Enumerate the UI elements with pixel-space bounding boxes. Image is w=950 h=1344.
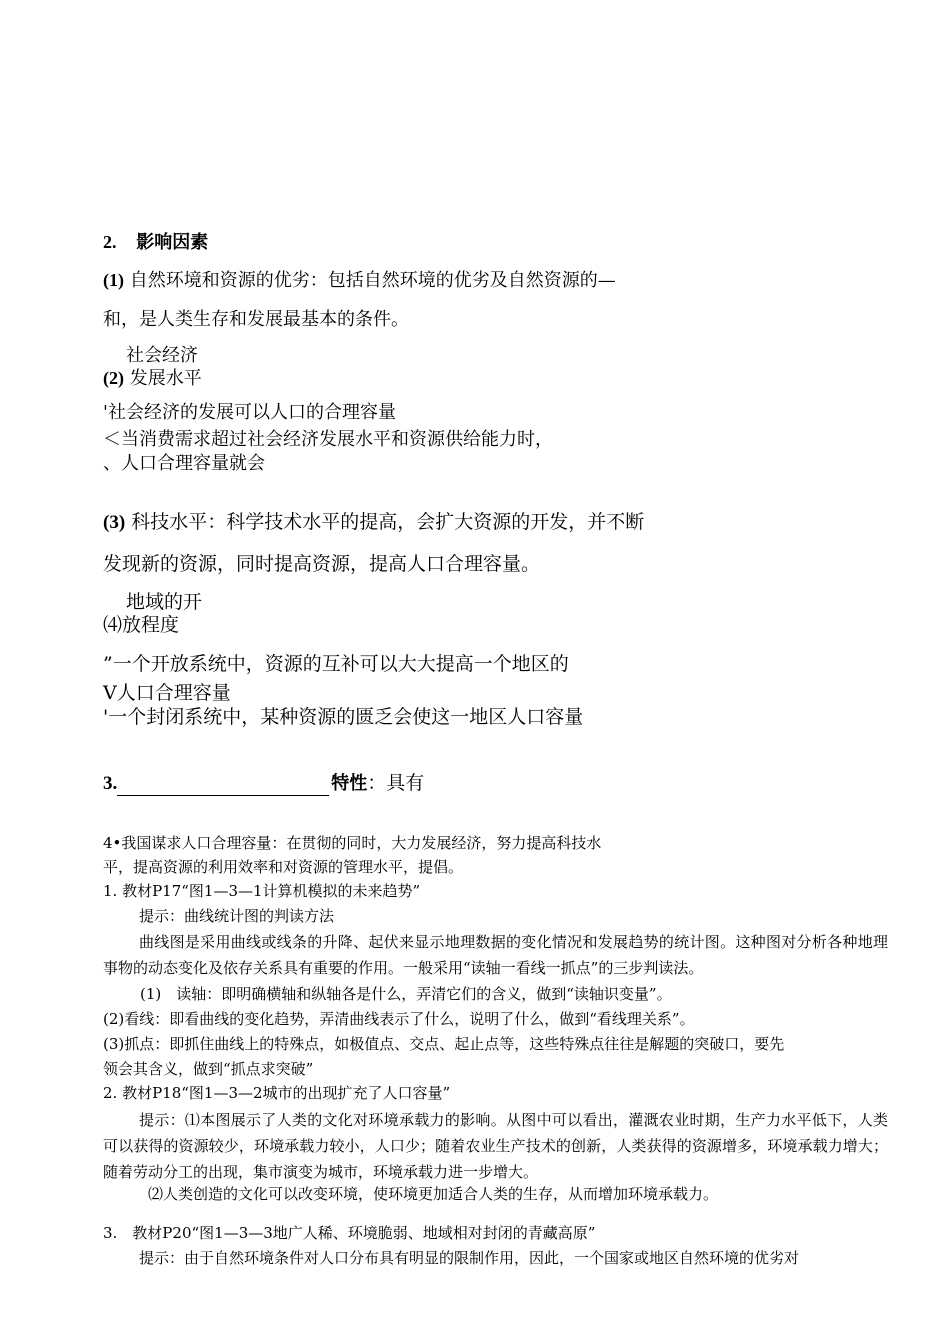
item-4-label-bottom: ⑷放程度 [103, 614, 180, 636]
item-2-label-top: 社会经济 [126, 345, 198, 366]
item-2-line-2: ＜当消费需求超过社会经济发展水平和资源供给能力时， [103, 429, 553, 450]
item-4-label-top: 地域的开 [126, 591, 203, 613]
item-2-label-bottom: 发展水平 [129, 368, 202, 389]
item-4-line-3: '一个封闭系统中，某种资源的匮乏会使这一地区人口容量 [103, 706, 584, 728]
item-3-text-a: 科技水平：科学技术水平的提高，会扩大资源的开发，并不断 [131, 511, 645, 533]
note-1-step-2: (2)看线：即看曲线的变化趋势，弄清曲线表示了什么，说明了什么，做到“看线理关系”。 [103, 1010, 695, 1028]
section-3-line [103, 771, 424, 796]
section-3-text-a: 特性 [331, 773, 368, 794]
section-3-number: 3. [103, 773, 118, 794]
section-3-text-b: ：具有 [367, 772, 425, 794]
note-1-hint: 提示：曲线统计图的判读方法 [139, 907, 335, 925]
section-2-title: 影响因素 [136, 232, 209, 253]
item-1-text-a: 自然环境和资源的优劣：包括自然环境的优劣及自然资源的— [129, 270, 616, 291]
note-1-step-3b: 领会其含义，做到“抓点求突破” [103, 1060, 314, 1078]
note-1-step-1: (1) 读轴：即明确横轴和纵轴各是什么，弄清它们的含义，做到“读轴识变量”。 [140, 985, 672, 1003]
item-3-line-2: 发现新的资源，同时提高资源，提高人口合理容量。 [103, 553, 541, 575]
note-1-step-3a: (3)抓点：即抓住曲线上的特殊点，如极值点、交点、起止点等，这些特殊点往往是解题的突破口，要先 [103, 1035, 785, 1053]
note-1-title: 1. 教材P17“图1—3—1计算机模拟的未来趋势” [103, 882, 421, 900]
fill-in-blank [117, 775, 329, 796]
item-2-label [103, 366, 202, 391]
item-4-line-2: V人口合理容量 [103, 682, 231, 704]
item-3-line-1 [103, 510, 644, 535]
item-1-number: (1) [103, 270, 124, 290]
item-2-line-1: '社会经济的发展可以人口的合理容量 [103, 402, 396, 423]
section-4-line-1: 4•我国谋求人口合理容量：在贯彻的同时，大力发展经济，努力提高科技水 [103, 834, 602, 852]
section-2-number: 2. [103, 232, 117, 252]
note-2-paragraph: 提示：⑴本图展示了人类的文化对环境承载力的影响。从图中可以看出，灌溉农业时期，生产力水平低下，人类可以获得的资源较少，环境承载力较小，人口少；随着农业生产技术的创新，人类获得的资源增多，环境承载力增大；随着劳动分工的出现，集市演变为城市，环境承载力进一步增大。 [103, 1111, 888, 1181]
item-1-line-1 [103, 268, 616, 293]
section-4-line-2: 平，提高资源的利用效率和对资源的管理水平，提倡。 [103, 858, 464, 876]
note-3-hint: 提示：由于自然环境条件对人口分布具有明显的限制作用，因此，一个国家或地区自然环境的优劣对 [139, 1249, 800, 1267]
item-2-line-3: 、人口合理容量就会 [103, 453, 265, 474]
note-3-title: 3. 教材P20“图1—3—3地广人稀、环境脆弱、地域相对封闭的青藏高原” [103, 1224, 596, 1242]
item-4-line-1: ”一个开放系统中，资源的互补可以大大提高一个地区的 [103, 653, 569, 675]
note-1-paragraph: 曲线图是采用曲线或线条的升降、起伏来显示地理数据的变化情况和发展趋势的统计图。这种图对分析各种地理事物的动态变化及依存关系具有重要的作用。一般采用“读轴一看线一抓点”的三步判读法。 [103, 933, 888, 977]
note-2-title: 2. 教材P18“图1—3—2城市的出现扩充了人口容量” [103, 1084, 451, 1102]
note-2-point-2: ⑵人类创造的文化可以改变环境，使环境更加适合人类的生存，从而增加环境承载力。 [148, 1185, 719, 1203]
section-2-heading [103, 230, 208, 255]
item-1-line-2: 和，是人类生存和发展最基本的条件。 [103, 309, 409, 330]
item-2-number: (2) [103, 368, 124, 388]
item-3-number: (3) [103, 512, 126, 533]
